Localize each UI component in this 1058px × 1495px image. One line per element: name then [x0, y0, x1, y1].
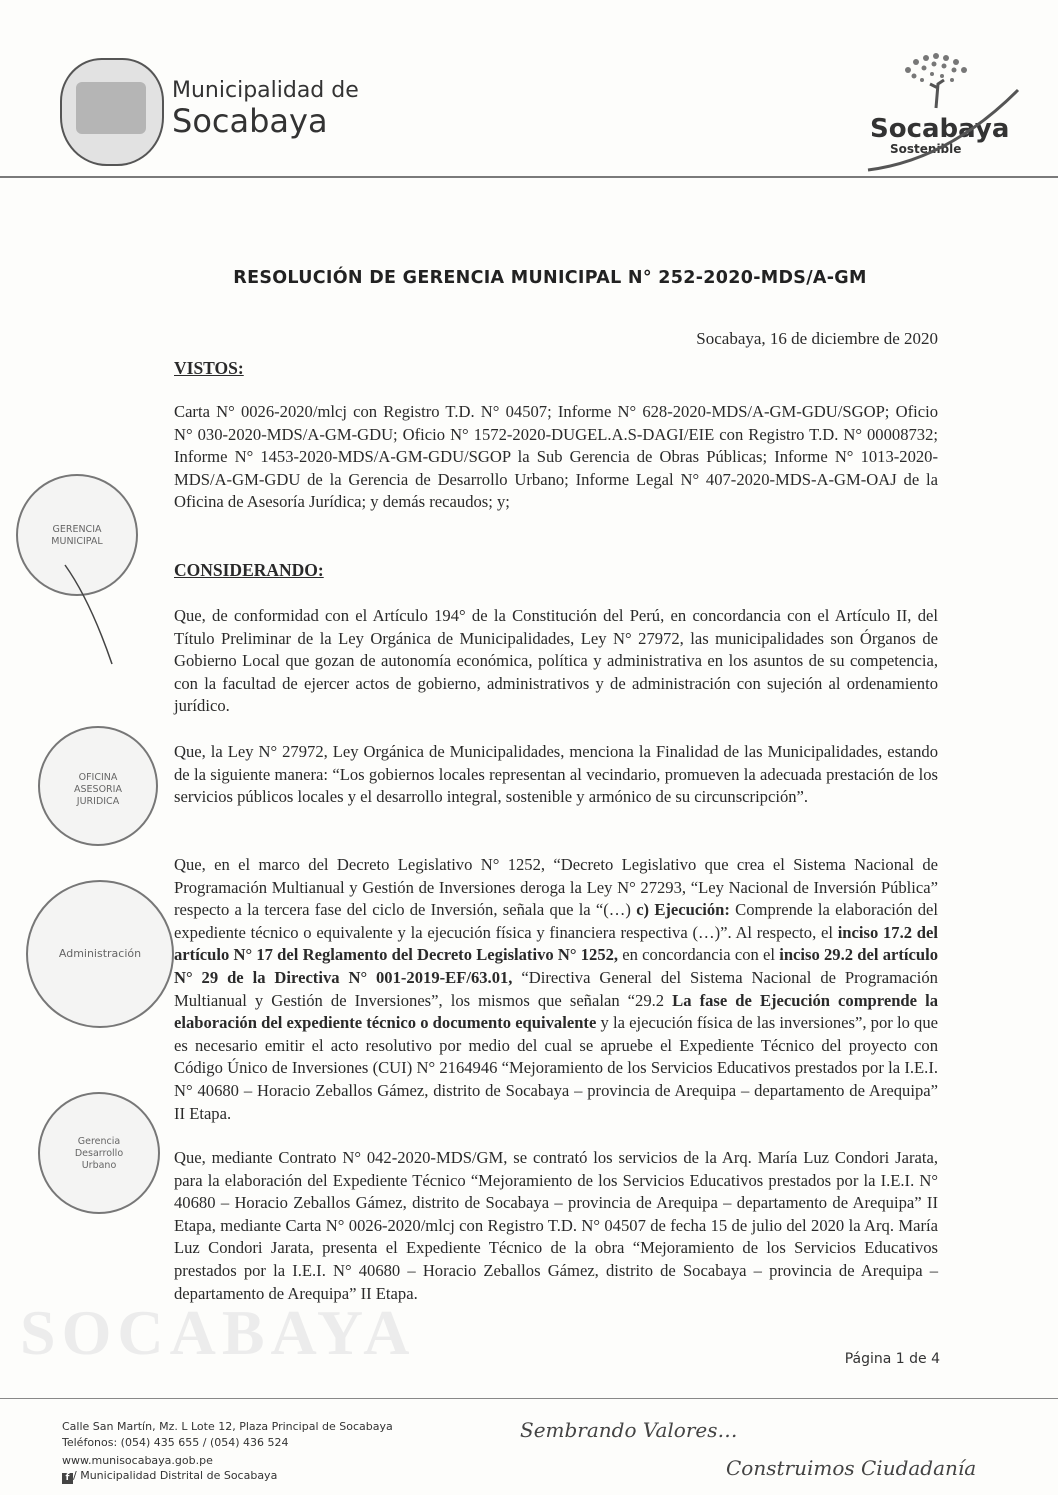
seal-asesoria-juridica	[38, 726, 158, 846]
considerando-paragraph-3	[174, 854, 938, 1125]
seal-text: JURIDICA	[76, 796, 120, 807]
seal-text: Administración	[58, 947, 142, 960]
seal-text: Desarrollo	[74, 1148, 124, 1159]
header-divider	[0, 176, 1058, 178]
p3-bold: c) Ejecución:	[636, 900, 730, 920]
considerando-paragraph-1: Que, de conformidad con el Artículo 194° de la Constitución del Perú, en concordancia con el Artículo II, del Título Preliminar de la Ley Orgánica de Municipalidades, Ley N° 27972, las municipalidades son Órganos de Gobierno Local que gozan de autonomía económica, política y administrativa en los asuntos de su competencia, con la facultad de ejercer actos de gobierno, administrativos y de administración con sujeción al ordenamiento jurídico.	[174, 606, 938, 716]
signature-stroke-icon	[60, 560, 120, 670]
brand-line-1: Municipalidad de	[172, 78, 359, 103]
slogan-1: Sembrando Valores…	[520, 1418, 738, 1442]
p3-text: “Directiva General del Sistema Nacional de Programación Multianual y Gestión de Inversiones”, los mismos que señalan “29.2	[174, 967, 938, 1010]
considerando-paragraph-2: Que, la Ley N° 27972, Ley Orgánica de Municipalidades, menciona la Finalidad de las Municipalidades, estando de la siguiente manera: “Los gobiernos locales representan al vecindario, promueven la adecuada prestación de los servicios públicos locales y el desarrollo integral, sostenible y armónico de su circunscripción”.	[174, 742, 938, 807]
page-number: Página 1 de 4	[844, 1351, 940, 1367]
municipal-crest-logo	[60, 58, 164, 166]
considerando-paragraph-4: Que, mediante Contrato N° 042-2020-MDS/GM, se contrató los servicios de la Arq. María Luz Condori Jarata, para la elaboración del Expediente Técnico “Mejoramiento de los Servicios Educativos prestados por la I.E.I. N° 40680 – Horacio Zeballos Gámez, distrito de Socabaya – provincia de Arequipa – departamento de Arequipa” II Etapa, mediante Carta N° 0026-2020/mlcj con Registro T.D. N° 04507 de fecha 15 de julio del 2020 la Arq. María Luz Condori Jarata, presenta el Expediente Técnico de la obra “Mejoramiento de los Servicios Educativos prestados por la I.E.I. N° 40680 – Horacio Zeballos Gámez, distrito de Socabaya – provincia de Arequipa – departamento de Arequipa” II Etapa.	[174, 1148, 938, 1303]
seal-text: OFICINA	[78, 772, 118, 783]
vistos-paragraph: Carta N° 0026-2020/mlcj con Registro T.D. N° 04507; Informe N° 628-2020-MDS/A-GM-GDU/SGOP; Oficio N° 030-2020-MDS/A-GM-GDU; Oficio N° 1572-2020-DUGEL.A.S-DAGI/EIE con Registro T.D. N° 00008732; Informe N° 1453-2020-MDS/A-GM-GDU/SGOP la Sub Gerencia de Obras Públicas; Informe N° 1013-2020-MDS/A-GM-GDU de la Gerencia de Desarrollo Urbano; Informe Legal N° 407-2020-MDS-A-GM-OAJ de la Oficina de Asesoría Jurídica; y demás recaudos; y;	[174, 402, 938, 512]
p3-text: Que, en el marco del Decreto Legislativo N° 1252, “Decreto Legislativo que crea el Sistema Nacional de Programación Multianual y Gestión de Inversiones deroga la Ley N° 27293, “Ley Nacional de Inversión Pública” respecto a la tercera fase del ciclo de Inversión, señala que la “(…)	[174, 855, 938, 920]
footer-facebook-label: / Municipalidad Distrital de Socabaya	[73, 1469, 278, 1482]
footer-divider	[0, 1398, 1058, 1399]
seal-administracion	[26, 880, 174, 1028]
p3-text: Comprende la elaboración del expediente técnico o equivalente y la ejecución física y financiera respectiva (…)”. Al respecto, el	[174, 900, 939, 942]
facebook-icon: f	[62, 1473, 73, 1484]
brand-line-2: Socabaya	[172, 102, 328, 140]
footer-facebook[interactable]	[62, 1469, 277, 1484]
p3-bold: inciso 29.2 del artículo N° 29 de la Directiva N° 001-2019-EF/63.01,	[174, 945, 938, 987]
footer-phones: Teléfonos: (054) 435 655 / (054) 436 524	[62, 1436, 289, 1449]
swoosh-icon	[858, 80, 1028, 180]
sostenible-brand-sub: Sostenible	[890, 142, 962, 156]
seal-text: ASESORIA	[74, 784, 122, 795]
document-date: Socabaya, 16 de diciembre de 2020	[696, 329, 938, 348]
sostenible-brand-name: Socabaya	[870, 114, 1010, 144]
p3-text: en concordancia con el	[618, 945, 780, 965]
footer-address: Calle San Martín, Mz. L Lote 12, Plaza Principal de Socabaya	[62, 1420, 393, 1433]
seal-desarrollo-urbano	[38, 1092, 160, 1214]
vistos-heading: VISTOS:	[174, 358, 244, 378]
seal-text: Gerencia	[77, 1136, 121, 1147]
seal-text: GERENCIA	[52, 524, 102, 535]
p3-bold: inciso 17.2 del artículo N° 17 del Reglamento del Decreto Legislativo N° 1252,	[174, 922, 938, 965]
seal-text: MUNICIPAL	[51, 536, 103, 547]
seal-text: Urbano	[81, 1160, 117, 1171]
considerando-heading: CONSIDERANDO:	[174, 560, 324, 580]
p3-bold: La fase de Ejecución comprende la elaboración del expediente técnico o documento equivalente	[174, 990, 938, 1033]
watermark-text: SOCABAYA	[20, 1297, 416, 1368]
p3-text: y la ejecución física de las inversiones”, por lo que es necesario emitir el acto resolutivo por medio del cual se apruebe el Expediente Técnico del proyecto con Código Único de Inversiones (CUI) N° 2164946 “Mejoramiento de los Servicios Educativos prestados por la I.E.I. N° 40680 – Horacio Zeballos Gámez, distrito de Socabaya – provincia de Arequipa – departamento de Arequipa” II Etapa.	[174, 1013, 939, 1123]
footer-website[interactable]: www.munisocabaya.gob.pe	[62, 1454, 213, 1467]
slogan-2: Construimos Ciudadanía	[726, 1456, 977, 1480]
document-title: RESOLUCIÓN DE GERENCIA MUNICIPAL N° 252-2020-MDS/A-GM	[233, 268, 867, 288]
